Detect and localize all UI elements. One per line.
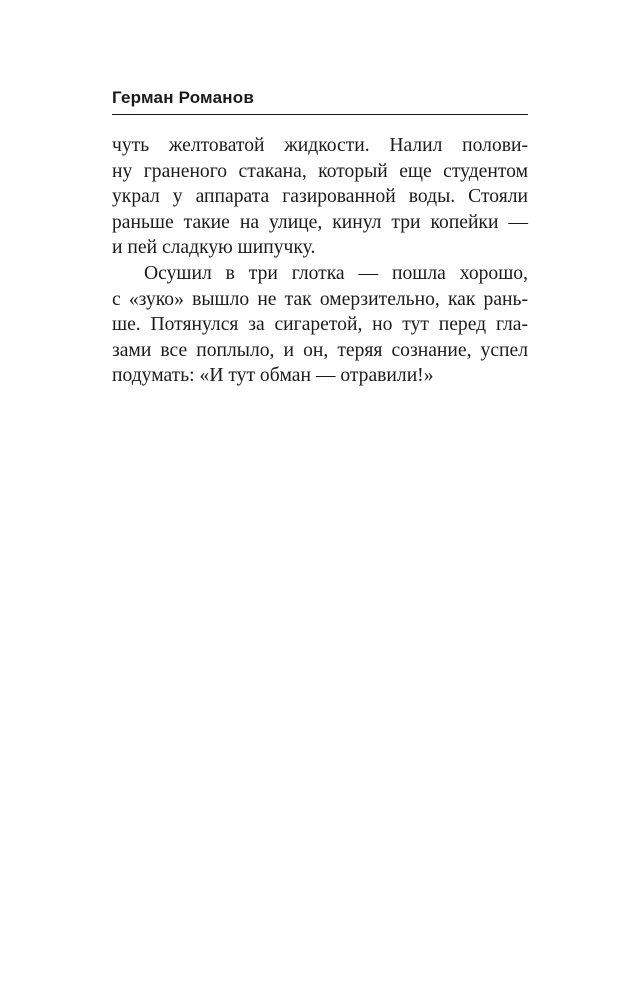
paragraph <box>112 133 528 261</box>
body-text <box>112 133 528 389</box>
text-line: украл у аппарата газированной воды. Стояли <box>112 186 528 208</box>
text-line: с «зуко» вышло не так омерзительно, как рань- <box>112 288 528 310</box>
text-line: подумать: «И тут обман — отравили!» <box>112 365 434 387</box>
text-line: ну граненого стакана, который еще студентом <box>112 160 528 182</box>
text-line: раньше такие на улице, кинул три копейки — <box>112 211 528 233</box>
text-line: чуть желтоватой жидкости. Налил полови- <box>112 135 528 156</box>
running-head <box>112 86 528 115</box>
text-line: и пей сладкую шипучку. <box>112 237 316 259</box>
author-name: Герман Романов <box>112 88 254 107</box>
paragraph <box>112 261 528 389</box>
text-line: зами все поплыло, и он, теряя сознание, успел <box>112 339 528 361</box>
text-line: ше. Потянулся за сигаретой, но тут перед гла- <box>112 314 528 336</box>
text-line: Осушил в три глотка — пошла хорошо, <box>144 262 528 284</box>
